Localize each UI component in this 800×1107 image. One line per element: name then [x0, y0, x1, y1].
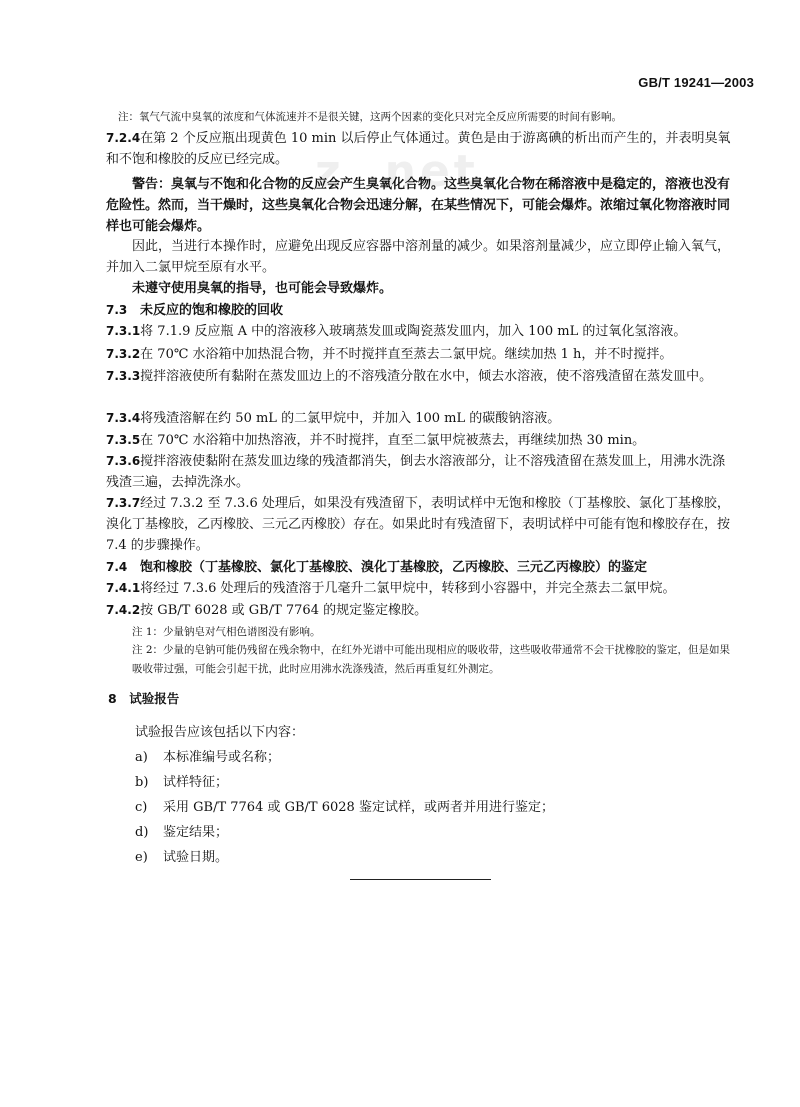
- clause-7-3-1: 7.3.1将 7.1.9 反应瓶 A 中的溶液移入玻璃蒸发皿或陶瓷蒸发皿内，加入 100 mL 的过氧化氢溶液。: [106, 324, 687, 339]
- note-2: 注 2：少量的皂钠可能仍残留在残余物中，在红外光谱中可能出现相应的吸收带，这些吸收带通常不会干扰橡胶的鉴定，但是如果吸收带过强，可能会引起干扰，此时应用沸水洗涤残渣，然后再重复红外测定。: [132, 644, 731, 675]
- clause-7-3-2: 7.3.2在 70℃ 水浴箱中加热混合物，并不时搅拌直至蒸去二氯甲烷。继续加热 1 h，并不时搅拌。: [106, 347, 673, 362]
- report-list: [135, 720, 554, 870]
- watermark: z .net: [315, 146, 479, 197]
- clause-7-4-1: 7.4.1将经过 7.3.6 处理后的残渣溶于几毫升二氯甲烷中，转移到小容器中，并完全蒸去二氯甲烷。: [106, 581, 676, 596]
- clause-7-2-4: [106, 128, 738, 170]
- clause-7-4-2: 7.4.2按 GB/T 6028 或 GB/T 7764 的规定鉴定橡胶。: [106, 603, 428, 618]
- clause-7-3-6: 7.3.6搅拌溶液使黏附在蒸发皿边缘的残渣都消失，倒去水溶液部分，让不溶残渣留在蒸发皿上，用沸水洗涤残渣三遍，去掉洗涤水。: [106, 454, 726, 490]
- report-intro: 试验报告应该包括以下内容：: [135, 725, 305, 740]
- clause-7-3-7: 7.3.7经过 7.3.2 至 7.3.6 处理后，如果没有残渣留下，表明试样中无饱和橡胶（丁基橡胶、氯化丁基橡胶，溴化丁基橡胶，乙丙橡胶、三元乙丙橡胶）存在。如果此时有残渣留下，表明试样中可能有饱和橡胶存在，按 7.4 的步骤操作。: [106, 496, 731, 553]
- list-item: a) 本标准编号或名称；: [135, 750, 281, 765]
- note-top: 注：氧气气流中臭氧的浓度和气体流速并不是很关键，这两个因素的变化只对完全反应所需要的时间有影响。: [118, 111, 622, 123]
- section-7-4-heading: 7.4 饱和橡胶（丁基橡胶、氯化丁基橡胶、溴化丁基橡胶，乙丙橡胶、三元乙丙橡胶）的鉴定: [106, 560, 648, 575]
- clause-text: 在第 2 个反应瓶出现黄色 10 min 以后停止气体通过。黄色是由于游离碘的析出而产生的，并表明臭氧和不饱和橡胶的反应已经完成。: [106, 131, 731, 167]
- clause-number: 7.2.4: [106, 131, 141, 145]
- section-8-heading: 8 试验报告: [108, 691, 180, 706]
- ozone-guide-paragraph: 未遵守使用臭氧的指导，也可能会导致爆炸。: [132, 281, 393, 296]
- end-rule: [350, 879, 491, 880]
- list-item: c) 采用 GB/T 7764 或 GB/T 6028 鉴定试样，或两者并用进行鉴定；: [135, 800, 554, 815]
- list-item: e) 试验日期。: [135, 850, 229, 865]
- clause-7-3-4: 7.3.4将残渣溶解在约 50 mL 的二氯甲烷中，并加入 100 mL 的碳酸钠溶液。: [106, 411, 561, 426]
- clause-7-3-3: 7.3.3搅拌溶液使所有黏附在蒸发皿边上的不溶残渣分散在水中，倾去水溶液，使不溶残渣留在蒸发皿中。: [106, 369, 713, 384]
- note-1: 注 1：少量钠皂对气相色谱图没有影响。: [132, 626, 321, 638]
- list-item: d) 鉴定结果；: [135, 825, 229, 840]
- standard-code-header: GB/T 19241—2003: [638, 75, 754, 90]
- warning-paragraph: 警告：臭氧与不饱和化合物的反应会产生臭氧化合物。这些臭氧化合物在稀溶液中是稳定的，溶液也没有危险性。然而，当干燥时，这些臭氧化合物会迅速分解，在某些情况下，可能会爆炸。浓缩过氧化物溶液时同样也可能会爆炸。: [106, 177, 731, 234]
- section-7-3-heading: 7.3 未反应的饱和橡胶的回收: [106, 303, 284, 318]
- therefore-paragraph: 因此，当进行本操作时，应避免出现反应容器中溶剂量的减少。如果溶剂量减少，应立即停止输入氧气，并加入二氯甲烷至原有水平。: [106, 239, 731, 275]
- list-item: b) 试样特征；: [135, 775, 229, 790]
- clause-7-3-5: 7.3.5在 70℃ 水浴箱中加热溶液，并不时搅拌，直至二氯甲烷被蒸去，再继续加热 30 min。: [106, 433, 646, 448]
